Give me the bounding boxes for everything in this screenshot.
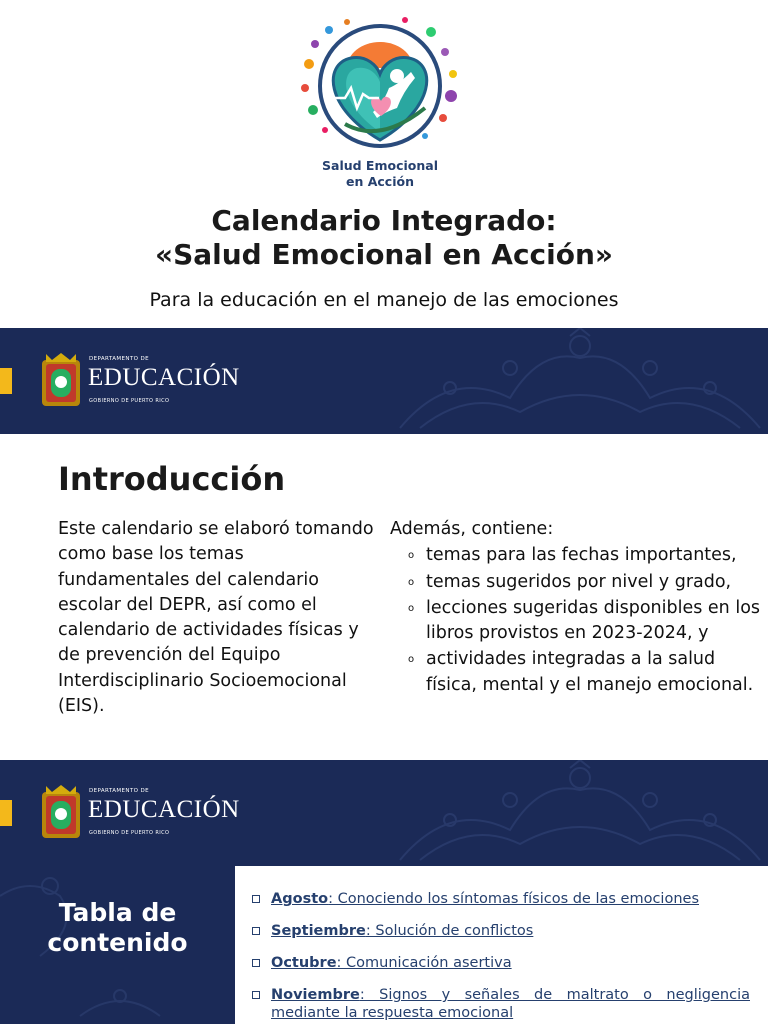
department-banner <box>0 760 768 866</box>
crown-watermark-icon <box>390 328 768 434</box>
gov-label: GOBIERNO DE PUERTO RICO <box>89 830 170 836</box>
logo-caption-line1: Salud Emocional <box>322 158 438 173</box>
dept-small-label: DEPARTAMENTO DE <box>89 788 150 794</box>
toc-title <box>0 898 235 958</box>
toc-item-noviembre <box>250 986 750 1022</box>
toc-month: Octubre <box>271 955 337 971</box>
coat-of-arms-icon <box>40 352 82 408</box>
toc-item-septiembre <box>250 922 750 940</box>
list-item <box>390 647 760 698</box>
cover-subtitle: Para la educación en el manejo de las emociones <box>149 289 619 311</box>
dept-name: EDUCACIÓN <box>88 796 240 823</box>
toc-topic: : Conociendo los síntomas físicos de las emociones <box>328 891 699 907</box>
square-bullet-icon <box>252 927 260 935</box>
list-item-text: temas sugeridos por nivel y grado, <box>426 571 732 592</box>
circle-bullet-icon: o <box>408 654 415 666</box>
gold-tab <box>0 800 12 826</box>
intro-heading: Introducción <box>58 460 286 498</box>
intro-section <box>0 434 768 759</box>
circle-bullet-icon: o <box>408 550 415 562</box>
toc-sidebar <box>0 866 235 1024</box>
salud-emocional-logo <box>285 12 475 196</box>
toc-link-noviembre[interactable] <box>271 987 750 1021</box>
toc-link-octubre[interactable] <box>271 955 512 971</box>
toc-month: Noviembre <box>271 987 360 1003</box>
department-banner <box>0 328 768 434</box>
toc-month: Agosto <box>271 891 329 907</box>
crown-watermark-icon <box>390 760 768 866</box>
list-item <box>390 596 760 647</box>
list-item-text: temas para las fechas importantes, <box>426 545 737 566</box>
dept-small-label: DEPARTAMENTO DE <box>89 356 150 362</box>
toc-title-line2: contenido <box>47 928 188 957</box>
gold-tab <box>0 368 12 394</box>
circle-bullet-icon: o <box>408 576 415 588</box>
intro-bullet-list <box>390 543 760 698</box>
table-of-contents <box>0 866 768 1024</box>
square-bullet-icon <box>252 895 260 903</box>
dept-name: EDUCACIÓN <box>88 364 240 391</box>
toc-item-octubre <box>250 954 750 972</box>
toc-topic: : Signos y señales de maltrato o negligencia mediante la respuesta emocional <box>271 987 750 1021</box>
toc-title-line1: Tabla de <box>58 898 177 927</box>
toc-link-agosto[interactable] <box>271 891 699 907</box>
list-item <box>390 543 760 568</box>
logo-caption-line2: en Acción <box>346 174 414 189</box>
intro-left-paragraph: Este calendario se elaboró tomando como base los temas fundamentales del calendario escolar del DEPR, así como el calendario de actividades físicas y de prevención del Equipo Interdisciplinario Socioemocional (EIS). <box>58 519 374 717</box>
cover-title-line1: Calendario Integrado: <box>211 204 557 237</box>
list-item-text: actividades integradas a la salud física, mental y el manejo emocional. <box>426 649 754 695</box>
logo-caption <box>285 158 475 190</box>
toc-list <box>250 890 750 1022</box>
cover-section <box>0 0 768 328</box>
square-bullet-icon <box>252 991 260 999</box>
cover-title <box>0 204 768 272</box>
toc-month: Septiembre <box>271 923 366 939</box>
list-item-text: lecciones sugeridas disponibles en los libros provistos en 2023-2024, y <box>426 597 761 644</box>
intro-right-lead: Además, contiene: <box>390 519 554 539</box>
toc-item-agosto <box>250 890 750 908</box>
intro-right-column <box>390 517 760 698</box>
square-bullet-icon <box>252 959 260 967</box>
toc-topic: : Comunicación asertiva <box>336 955 512 971</box>
list-item <box>390 570 760 595</box>
heart-logo-icon <box>285 12 475 158</box>
circle-bullet-icon: o <box>408 602 415 614</box>
toc-link-septiembre[interactable] <box>271 923 533 939</box>
cover-title-line2: «Salud Emocional en Acción» <box>154 238 613 271</box>
coat-of-arms-icon <box>40 784 82 840</box>
gov-label: GOBIERNO DE PUERTO RICO <box>89 398 170 404</box>
toc-topic: : Solución de conflictos <box>365 923 534 939</box>
